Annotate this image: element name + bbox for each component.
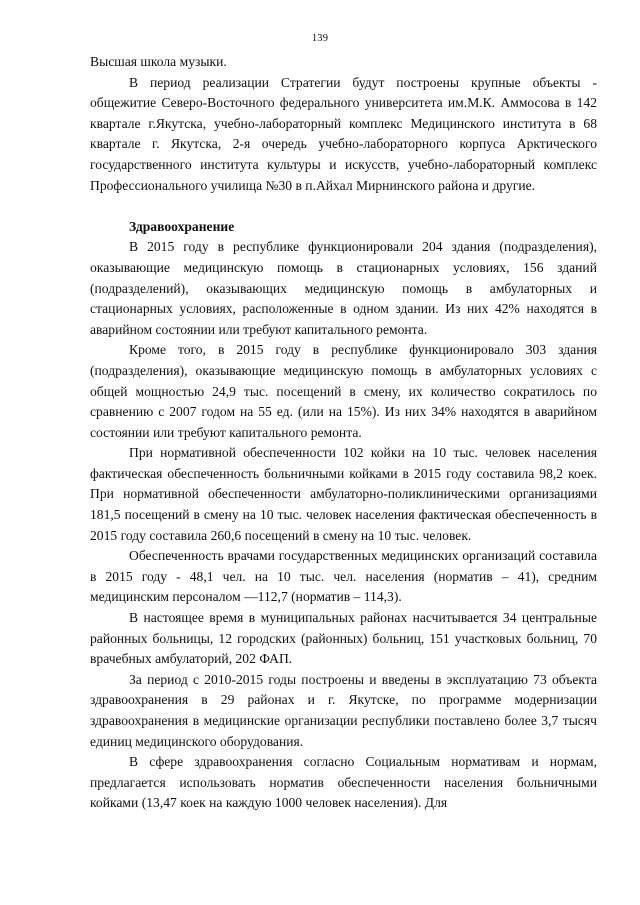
paragraph-strategy-objects: В период реализации Стратегии будут построены крупные объекты - общежитие Северо-Восточного федерального университета им.М.К. Аммосова в 142 квартале г.Якутска, учебно-лабораторный комплекс Медицинского института в 68 квартале г. Якутска, 2-я очередь учебно-лабораторного корпуса Арктического государственного института культуры и искусств, учебно-лабораторный комплекс Профессионального училища №30 в п.Айхал Мирнинского района и другие. (90, 74, 597, 193)
paragraph-municipal-hospitals: В настоящее время в муниципальных районах насчитывается 34 центральные районных больницы, 12 городских (районных) больниц, 151 участковых больниц, 70 врачебных амбулаторий, 202 ФАП. (90, 610, 597, 667)
paragraph-outpatient-buildings: Кроме того, в 2015 году в республике функционировало 303 здания (подразделения), оказывающие медицинскую помощь в амбулаторных условиях с общей мощностью 24,9 тыс. посещений в смену, их количество сократилось по сравнению с 2007 годом на 55 ед. (или на 15%). Из них 34% находятся в аварийном состоянии или требуют капитального ремонта. (90, 342, 597, 440)
paragraph-construction-2010-2015: За период с 2010-2015 годы построены и введены в эксплуатацию 73 объекта здравоохранения в 29 районах и г. Якутске, по программе модернизации здравоохранения в медицинские организации республики поставлено более 3,7 тысяч единиц медицинского оборудования. (90, 671, 597, 749)
page-number: 139 (311, 33, 329, 44)
paragraph-social-norms: В сфере здравоохранения согласно Социальным нормативам и нормам, предлагается использовать норматив обеспеченности населения больничными койками (13,47 коек на каждую 1000 человек населения). Для (90, 754, 597, 811)
paragraph-bed-provision: При нормативной обеспеченности 102 койки на 10 тыс. человек населения фактическая обеспеченность больничными койками в 2015 году составила 98,2 коек. При нормативной обеспеченности амбулаторно-поликлиническими организациями 181,5 посещений в смену на 10 тыс. человек населения фактическая обеспеченность в 2015 году составила 260,6 посещений в смену на 10 тыс. человек. (90, 445, 597, 543)
paragraph-continuation: Высшая школа музыки. (90, 54, 227, 69)
document-body (90, 52, 597, 814)
paragraph-doctors-provision: Обеспеченность врачами государственных медицинских организаций составила в 2015 году - 48,1 чел. на 10 тыс. чел. населения (норматив – 41), средним медицинским персоналом —112,7 (норматив – 114,3). (90, 548, 597, 605)
paragraph-inpatient-buildings: В 2015 году в республике функционировали 204 здания (подразделения), оказывающие медицинскую помощь в стационарных условиях, 156 зданий (подразделений), оказывающих медицинскую помощь в амбулаторных и стационарных условиях, расположенные в одном здании. Из них 42% находятся в аварийном состоянии или требуют капитального ремонта. (90, 239, 597, 337)
section-heading-healthcare: Здравоохранение (129, 218, 235, 234)
